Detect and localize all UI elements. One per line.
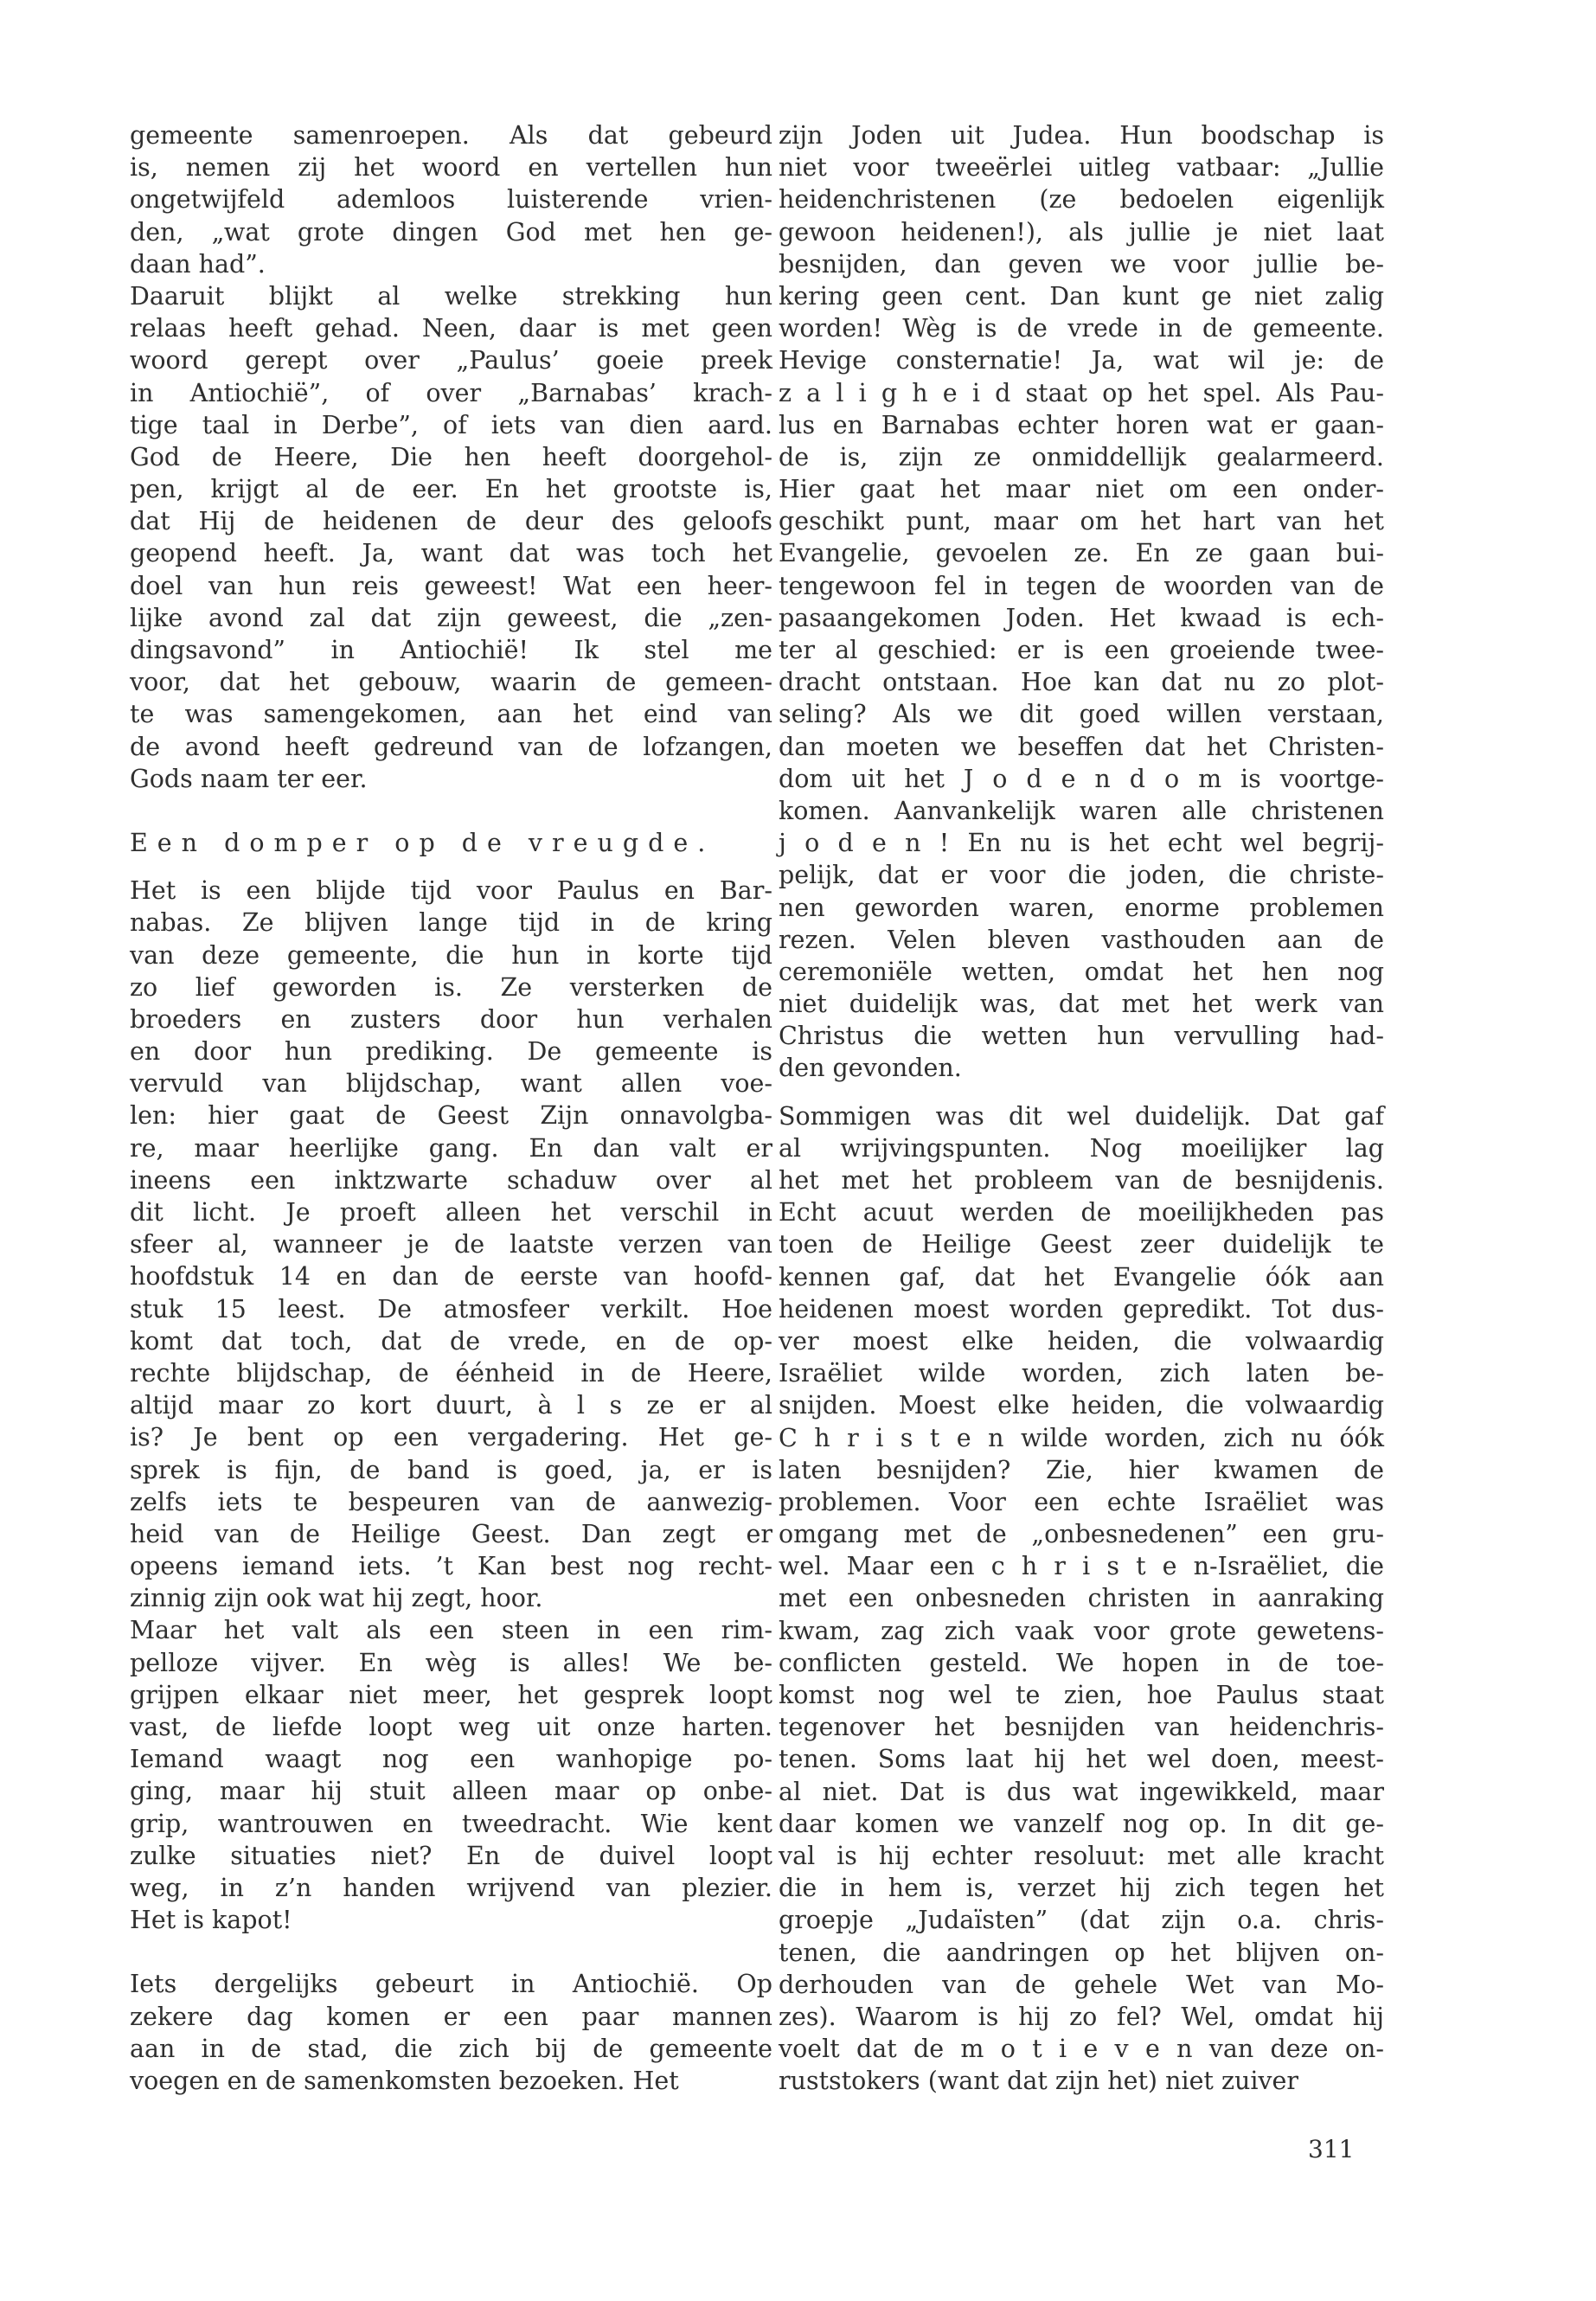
text-line: besnijden, dan geven we voor jullie be- [779,249,1384,279]
text-line: tengewoon fel in tegen de woorden van de [779,571,1384,600]
text-line: doel van hun reis geweest! Wat een heer- [130,571,772,600]
text-line: Hevige consternatie! Ja, wat wil je: de [779,346,1384,375]
text-line: zulke situaties niet? En de duivel loopt [130,1841,772,1870]
text-line: re, maar heerlijke gang. En dan valt er [130,1133,772,1163]
text-line: die in hem is, verzet hij zich tegen het [779,1874,1384,1903]
text-line: daar komen we vanzelf nog op. In dit ge- [779,1809,1384,1838]
text-line: lus en Barnabas echter horen wat er gaan- [779,410,1384,439]
text-line: ongetwijfeld ademloos luisterende vrien- [130,185,772,215]
text-line: komst nog wel te zien, hoe Paulus staat [779,1681,1384,1709]
paragraph [779,119,1384,1085]
text-line: hoofdstuk 14 en dan de eerste van hoofd- [130,1262,772,1292]
text-line: Daaruit blijkt al welke strekking hun [130,281,772,311]
text-line: de avond heeft gedreund van de lofzangen, [130,732,772,761]
text-line: relaas heeft gehad. Neen, daar is met geen [130,314,772,343]
text-line: Iets dergelijks gebeurt in Antiochië. Op [130,1970,772,1999]
text-line: j o d e n ! En nu is het echt wel begrij- [779,829,1384,858]
text-line: kering geen cent. Dan kunt ge niet zalig [779,281,1384,311]
text-line: zes). Waarom is hij zo fel? Wel, omdat hij [779,2002,1384,2031]
text-line: kwam, zag zich vaak voor grote gewetens- [779,1616,1384,1645]
text-line: val is hij echter resoluut: met alle kracht [779,1841,1384,1870]
paragraph [130,1968,772,2097]
text-line: rezen. Velen bleven vasthouden aan de [779,925,1384,954]
text-line: God de Heere, Die hen heeft doorgehol- [130,442,772,471]
text-line: conflicten gesteld. We hopen in de toe- [779,1648,1384,1677]
text-line: voor, dat het gebouw, waarin de gemeen- [130,668,772,697]
text-line: het met het probleem van de besnijdenis. [779,1166,1384,1195]
text-line: grijpen elkaar niet meer, het gesprek loopt [130,1680,772,1709]
text-line: en door hun prediking. De gemeente is [130,1037,772,1067]
text-line: Evangelie, gevoelen ze. En ze gaan bui- [779,539,1384,568]
text-line: Hier gaat het maar niet om een onder- [779,475,1384,504]
text-line: grip, wantrouwen en tweedracht. Wie kent [130,1809,772,1838]
text-line: wel. Maar een c h r i s t e n-Israëliet, die [779,1552,1384,1581]
text-line: zelfs iets te bespeuren van de aanwezig- [130,1487,772,1516]
text-line: altijd maar zo kort duurt, à l s ze er al [130,1391,772,1420]
text-line: ineens een inktzwarte schaduw over al [130,1165,772,1195]
text-line: heid van de Heilige Geest. Dan zegt er [130,1519,772,1548]
text-line: dom uit het J o d e n d o m is voortge- [779,764,1384,793]
text-line: zijn Joden uit Judea. Hun boodschap is [779,121,1384,150]
text-line: komen. Aanvankelijk waren alle christenen [779,796,1384,825]
text-line: niet duidelijk was, dat met het werk van [779,990,1384,1019]
text-line: vast, de liefde loopt weg uit onze harten. [130,1713,772,1741]
text-line: ceremoniële wetten, omdat het hen nog [779,957,1384,986]
text-line: den gevonden. [779,1054,962,1083]
text-line: niet voor tweeërlei uitleg vatbaar: „Jullie [779,153,1384,183]
text-line: C h r i s t e n wilde worden, zich nu óók [779,1423,1384,1452]
text-line: seling? Als we dit goed willen verstaan, [779,700,1384,729]
text-line: geschikt punt, maar om het hart van het [779,507,1384,536]
text-line: woord gerept over „Paulus’ goeie preek [130,346,772,375]
text-line: geopend heeft. Ja, want dat was toch het [130,539,772,568]
paragraph [130,1614,772,1936]
section-heading: Een domper op de vreugde. [130,828,715,857]
text-line: pasaangekomen Joden. Het kwaad is ech- [779,603,1384,632]
right-column [779,119,1384,2097]
text-line: dingsavond” in Antiochië! Ik stel me [130,636,772,664]
text-line: Het is een blijde tijd voor Paulus en Bar- [130,876,772,906]
text-line: groepje „Judaïsten” (dat zijn o.a. chris- [779,1906,1384,1935]
page-number: 311 [1308,2135,1355,2163]
text-line: len: hier gaat de Geest Zijn onnavolgba- [130,1101,772,1131]
paragraph [130,280,772,795]
text-line: voegen en de samenkomsten bezoeken. Het [130,2066,679,2095]
text-line: lijke avond zal dat zijn geweest, die „zen- [130,603,772,632]
text-line: te was samengekomen, aan het eind van [130,700,772,729]
text-line: dat Hij de heidenen de deur des geloofs [130,507,772,536]
paragraph-gap [130,1936,772,1968]
text-line: is, nemen zij het woord en vertellen hun [130,153,772,183]
text-line: z a l i g h e i d staat op het spel. Als Pau- [779,378,1384,407]
text-line: al niet. Dat is dus wat ingewikkeld, maar [779,1777,1384,1806]
text-line: Maar het valt als een steen in een rim- [130,1616,772,1645]
text-line: pelloze vijver. En wèg is alles! We be- [130,1648,772,1677]
text-line: Israëliet wilde worden, zich laten be- [779,1359,1384,1388]
text-line: met een onbesneden christen in aanraking [779,1584,1384,1613]
text-line: gemeente samenroepen. Als dat gebeurd [130,121,772,150]
text-line: dracht ontstaan. Hoe kan dat nu zo plot- [779,668,1384,697]
text-line: gewoon heidenen!), als jullie je niet laat [779,217,1384,247]
text-line: aan in de stad, die zich bij de gemeente [130,2034,772,2063]
text-line: ter al geschied: er is een groeiende twee- [779,636,1384,664]
text-line: sfeer al, wanneer je de laatste verzen van [130,1230,772,1259]
text-line: in Antiochië”, of over „Barnabas’ krach- [130,378,772,407]
text-line: ver moest elke heiden, die volwaardig [779,1326,1384,1356]
paragraph-gap [130,859,772,875]
text-line: heidenchristenen (ze bedoelen eigenlijk [779,185,1384,215]
text-line: laten besnijden? Zie, hier kwamen de [779,1455,1384,1484]
paragraph [779,1100,1384,2098]
text-line: dit licht. Je proeft alleen het verschil in [130,1198,772,1227]
text-line: tegenover het besnijden van heidenchris- [779,1713,1384,1742]
text-line: tenen, die aandringen op het blijven on- [779,1938,1384,1967]
text-line: pelijk, dat er voor die joden, die christe- [779,861,1384,890]
text-line: snijden. Moest elke heiden, die volwaardig [779,1391,1384,1420]
text-line: vervuld van blijdschap, want allen voe- [130,1069,772,1099]
text-line: ging, maar hij stuit alleen maar op onbe- [130,1777,772,1806]
text-line: Christus die wetten hun vervulling had- [779,1022,1384,1051]
text-line: tenen. Soms laat hij het wel doen, meest- [779,1745,1384,1774]
left-column [130,119,772,2097]
text-line: Sommigen was dit wel duidelijk. Dat gaf [779,1101,1384,1131]
text-line: worden! Wèg is de vrede in de gemeente. [779,314,1384,343]
text-line: weg, in z’n handen wrijvend van plezier. [130,1873,772,1902]
text-line: komt dat toch, dat de vrede, en de op- [130,1326,772,1356]
text-line: problemen. Voor een echte Israëliet was [779,1487,1384,1516]
text-line: al wrijvingspunten. Nog moeilijker lag [779,1133,1384,1163]
paragraph-gap [130,795,772,827]
text-line: nen geworden waren, enorme problemen [779,893,1384,922]
text-line: is? Je bent op een vergadering. Het ge- [130,1423,772,1452]
paragraph-gap [779,1085,1384,1100]
text-line: nabas. Ze blijven lange tijd in de kring [130,908,772,938]
text-line: zinnig zijn ook wat hij zegt, hoor. [130,1584,543,1613]
text-line: pen, krijgt al de eer. En het grootste is, [130,475,772,504]
text-line: opeens iemand iets. ’t Kan best nog recht- [130,1552,772,1581]
text-line: heidenen moest worden gepredikt. Tot dus- [779,1294,1384,1324]
text-line: Het is kapot! [130,1906,292,1935]
text-line: toen de Heilige Geest zeer duidelijk te [779,1230,1384,1259]
text-line: Echt acuut werden de moeilijkheden pas [779,1198,1384,1227]
text-line: de is, zijn ze onmiddellijk gealarmeerd. [779,442,1384,471]
text-line: den, „wat grote dingen God met hen ge- [130,217,772,247]
text-line: tige taal in Derbe”, of iets van dien aard. [130,410,772,439]
text-line: sprek is fijn, de band is goed, ja, er is [130,1455,772,1484]
text-line: broeders en zusters door hun verhalen [130,1004,772,1034]
text-line: omgang met de „onbesnedenen” een gru- [779,1520,1384,1549]
text-line: dan moeten we beseffen dat het Christen- [779,732,1384,761]
text-line: derhouden van de gehele Wet van Mo- [779,1970,1384,1999]
text-line: stuk 15 leest. De atmosfeer verkilt. Hoe [130,1294,772,1324]
text-line: voelt dat de m o t i e v e n van deze on- [779,2035,1384,2064]
text-line: Iemand waagt nog een wanhopige po- [130,1745,772,1774]
text-line: rechte blijdschap, de éénheid in de Heere, [130,1358,772,1388]
text-line: daan had”. [130,249,266,279]
text-line: ruststokers (want dat zijn het) niet zuiver [779,2067,1299,2096]
text-line: zo lief geworden is. Ze versterken de [130,972,772,1002]
paragraph [130,119,772,280]
text-line: Gods naam ter eer. [130,764,368,793]
text-line: van deze gemeente, die hun in korte tijd [130,940,772,970]
text-line: zekere dag komen er een paar mannen [130,2002,772,2031]
paragraph [130,875,772,1614]
text-line: kennen gaf, dat het Evangelie óók aan [779,1262,1384,1292]
